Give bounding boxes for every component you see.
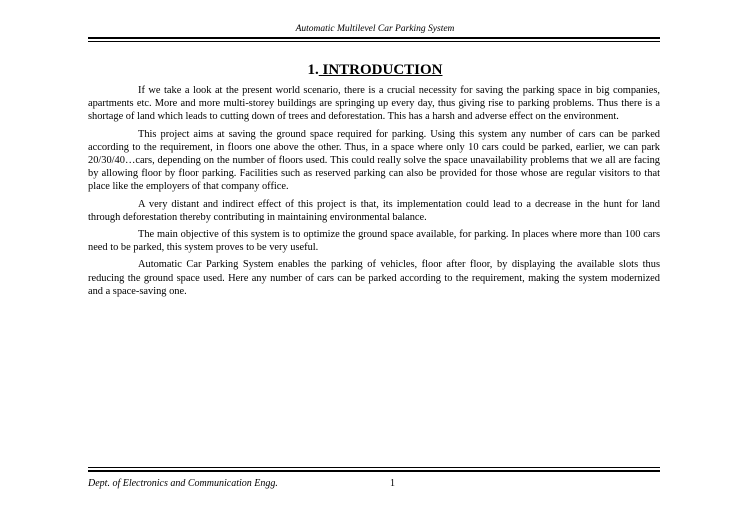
paragraph-3: A very distant and indirect effect of this project is that, its implementation could lead to a decrease in the hunt for land through deforestation thereby contributing in maintaining environmental balance.: [88, 198, 660, 223]
paragraph-4: The main objective of this system is to optimize the ground space available, for parking. In places where more than 100 cars need to be parked, this system proves to be very useful.: [88, 229, 660, 254]
header-rule-thick: [88, 37, 660, 39]
section-heading: [0, 62, 750, 79]
body-text: [88, 84, 660, 302]
running-header: Automatic Multilevel Car Parking System: [295, 24, 455, 34]
paragraph-1: If we take a look at the present world scenario, there is a crucial necessity for saving the parking space in big companies, apartments etc. More and more multi-storey buildings are springing up every day, thus giving rise to parking problems. Thus there is a shortage of land which leads to cutting down of trees and deforestation. This has a harsh and adverse effect on the environment.: [88, 85, 660, 123]
footer-rule-thin: [88, 467, 660, 468]
page-number: 1: [390, 478, 395, 489]
paragraph-5: Automatic Car Parking System enables the parking of vehicles, floor after floor, by displaying the available slots thus reducing the ground space used. Here any number of cars can be parked according to the requirement, making the system modernized and a space-saving one.: [88, 259, 660, 297]
section-title: INTRODUCTION: [322, 62, 443, 78]
paragraph-2: This project aims at saving the ground space required for parking. Using this system any number of cars can be parked according to the requirement, in floors one above the other. Thus, in a space where only 10 cars could be parked, earlier, we can park 20/30/40…cars, depending on the number of floors used. This could really solve the space unavailability problems that we all are facing by allowing floor by floor parking. Facilities such as reserved parking can also be provided for those whose are regular visitors to that place like the employers of that company office.: [88, 128, 660, 193]
footer-department: Dept. of Electronics and Communication Engg.: [88, 478, 278, 489]
footer-rule-thick: [88, 470, 660, 472]
header-rule-thin: [88, 41, 660, 42]
section-number: 1.: [307, 62, 319, 78]
